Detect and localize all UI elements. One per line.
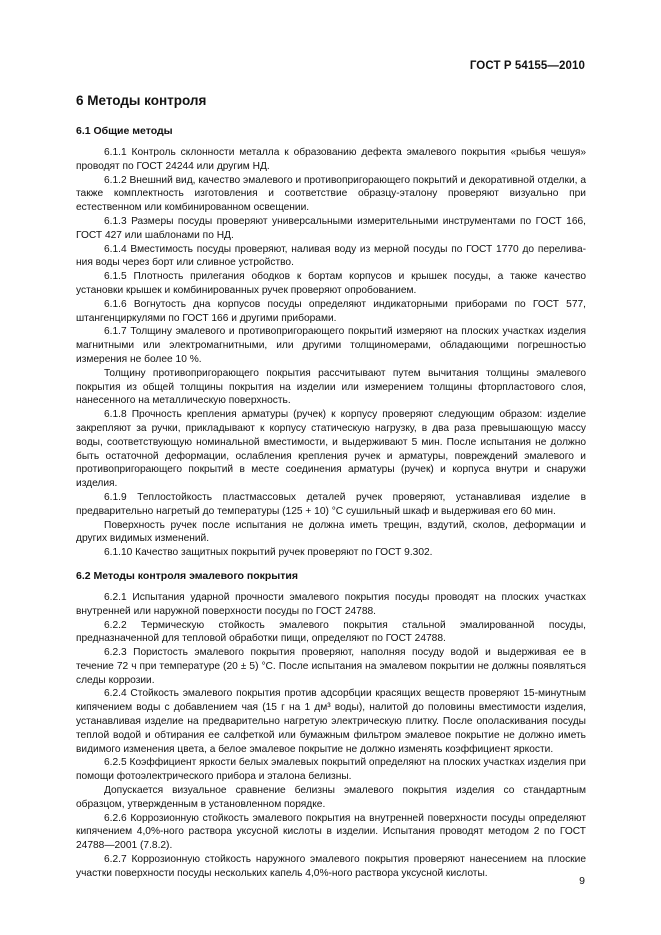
- paragraph-6-1-7-cont: Толщину противопригорающего покрытия рассчитывают путем вычитания толщины эмалевого покрытия из общей толщины покрытия на изделии или измерением толщины фторпластового слоя, нанесенного на металлическую поверхность.: [76, 367, 586, 407]
- paragraph-6-2-3: 6.2.3 Пористость эмалевого покрытия проверяют, наполняя посуду водой и выдерживая ее в течение 72 ч при температуре (20 ± 5) °С. После испытания на эмалевом покрытии не должны появляться следы коррозии.: [76, 647, 586, 686]
- document-number: ГОСТ Р 54155—2010: [469, 60, 585, 72]
- section-title: 6 Методы контроля: [76, 93, 207, 108]
- paragraph-6-2-5-cont: Допускается визуальное сравнение белизны эмалевого покрытия изделия со стандартным образцом, утвержденным в установленном порядке.: [76, 785, 586, 810]
- paragraph-6-1-6: 6.1.6 Вогнутость дна корпусов посуды определяют индикаторными приборами по ГОСТ 577, штангенциркулями по ГОСТ 166 и другими приборами.: [76, 298, 586, 324]
- paragraph-6-2-4: 6.2.4 Стойкость эмалевого покрытия против адсорбции красящих веществ проверяют 15-минутным кипячением воды с добавлением чая (15 г на 1 дм³ воды), налитой до половины вместимости изделия, устанавливая изделие на предварительно нагретую электрическую плитку. После ополаскивания посуды теплой водой и обтирания ее салфеткой или бумажным фильтром эмалевое покрытие не должно иметь видимого изменения цвета, а белое эмалевое покрытие не должно изменять коэффициент яркости.: [76, 688, 586, 755]
- paragraph-6-1-2: 6.1.2 Внешний вид, качество эмалевого и противопригорающего покрытий и декоративной отделки, а также комплектность изготовления и соответствие образцу-эталону проверяют визуально при естественном или комбинированном освещении.: [76, 174, 586, 214]
- paragraph-6-1-8: 6.1.8 Прочность крепления арматуры (ручек) к корпусу проверяют следующим образом: изделие закрепляют за ручки, прикладывают к корпусу статическую нагрузку, в два раза превышающую массу воды, соответствующую номинальной вместимости, и выдерживают 5 мин. После испытания не должно быть остаточной деформации, ослабления крепления ручек и арматуры, повреждений эмалевого и противопригорающего покрытий в месте соединения арматуры (ручек) и корпуса внутри и снаружи изделия.: [76, 409, 586, 490]
- paragraph-6-2-6: 6.2.6 Коррозионную стойкость эмалевого покрытия на внутренней поверхности посуды определяют кипячением 4,0%-ного раствора уксусной кислоты в изделии. Испытания проводят методом 2 по ГОСТ 24788—2001 (7.8.2).: [76, 812, 586, 852]
- subsection-title-6-2: 6.2 Методы контроля эмалевого покрытия: [76, 569, 298, 582]
- paragraph-6-1-10: 6.1.10 Качество защитных покрытий ручек проверяют по ГОСТ 9.302.: [104, 547, 433, 559]
- page-content: [76, 93, 586, 881]
- paragraph-6-1-7: 6.1.7 Толщину эмалевого и противопригорающего покрытий измеряют на плоских участках изделия магнитными или электромагнитными, или другими толщиномерами, обладающими погрешностью измерения не более 10 %.: [76, 326, 586, 365]
- paragraph-6-2-2: 6.2.2 Термическую стойкость эмалевого покрытия стальной эмалированной посуды, предназначенной для тепловой обработки пищи, определяют по ГОСТ 24788.: [76, 619, 586, 645]
- paragraph-6-2-7: 6.2.7 Коррозионную стойкость наружного эмалевого покрытия проверяют нанесением на плоские участки поверхности посуды нескольких капель 4,0%-ного раствора уксусной кислоты.: [76, 854, 586, 879]
- paragraph-6-2-5: 6.2.5 Коэффициент яркости белых эмалевых покрытий определяют на плоских участках изделия при помощи фотоэлектрического прибора и эталона белизны.: [76, 757, 586, 783]
- paragraph-6-1-4: 6.1.4 Вместимость посуды проверяют, наливая воду из мерной посуды по ГОСТ 1770 до перелива-ния воды через борт или сливное устройство.: [76, 243, 586, 269]
- subsection-title-6-1: 6.1 Общие методы: [76, 125, 173, 137]
- paragraph-6-1-5: 6.1.5 Плотность прилегания ободков к бортам корпусов и крышек посуды, а также качество установки крышек и комбинированных ручек проверяют опробованием.: [76, 271, 586, 296]
- paragraph-6-1-9: 6.1.9 Теплостойкость пластмассовых деталей ручек проверяют, устанавливая изделие в предварительно нагретый до температуры (125 + 10) °С сушильный шкаф и выдерживая его 60 мин.: [76, 491, 586, 517]
- paragraph-6-2-1: 6.2.1 Испытания ударной прочности эмалевого покрытия посуды проводят на плоских участках внутренней или наружной поверхности посуды по ГОСТ 24788.: [76, 591, 586, 617]
- page-number: 9: [579, 875, 585, 887]
- paragraph-6-1-1: 6.1.1 Контроль склонности металла к образованию дефекта эмалевого покрытия «рыбья чешуя» проводят по ГОСТ 24244 или другим НД.: [76, 147, 586, 172]
- paragraph-6-1-9-cont: Поверхность ручек после испытания не должна иметь трещин, вздутий, сколов, деформации и других видимых изменений.: [76, 519, 586, 545]
- paragraph-6-1-3: 6.1.3 Размеры посуды проверяют универсальными измерительными инструментами по ГОСТ 166, ГОСТ 427 или шаблонами по НД.: [76, 215, 586, 241]
